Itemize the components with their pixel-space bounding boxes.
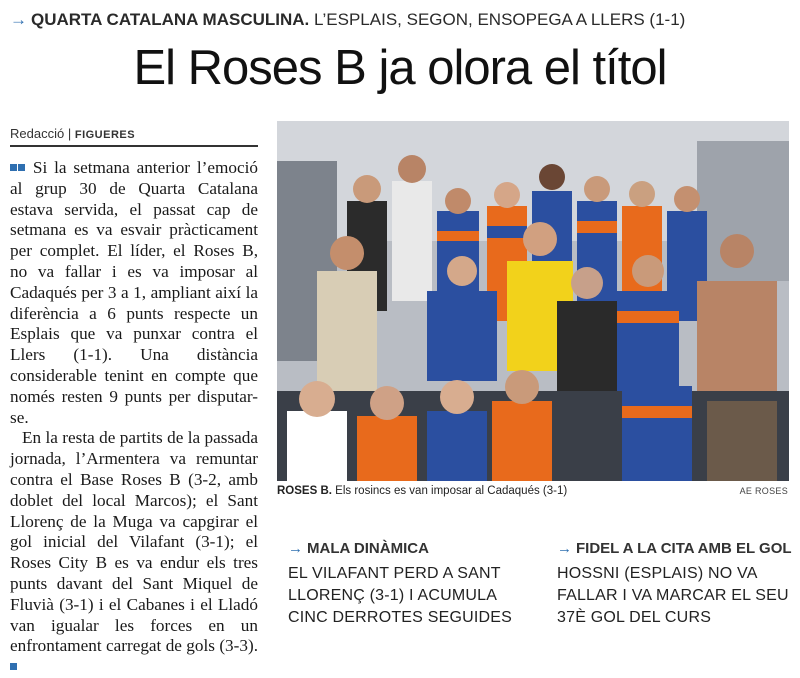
team-photo [277, 121, 789, 481]
start-square-icon [18, 164, 25, 171]
sidebar-label: → FIDEL A LA CITA AMB EL GOL [557, 540, 792, 557]
paragraph-text: En la resta de partits de la passada jornada, l’Armentera va remuntar contra el Base Roses B (3-2, amb doblet del local Marcos); el Sant Llorenç de la Muga va capgirar el gol inicial del Vilafant (3-1); el Roses City B es va endur els tres punts davant del Sant Miquel de Fluvià (3-1) i el Cabanes i el Lladó van igualar les forces en un enfrontament carregat de gols (3-3). [10, 428, 258, 656]
byline-place: FIGUERES [74, 129, 136, 141]
team-photo-illustration [277, 121, 789, 481]
byline-author: Redacció [10, 126, 65, 141]
sidebar-box-1 [288, 540, 513, 629]
kicker-text: L’ESPLAIS, SEGON, ENSOPEGA A LLERS (1-1) [314, 10, 686, 29]
sidebar-box-2 [557, 540, 792, 629]
byline-divider [10, 145, 258, 147]
article-body [10, 158, 258, 678]
photo-credit: AE ROSES [739, 486, 788, 496]
paragraph [10, 428, 258, 678]
headline: El Roses B ja olora el títol [133, 41, 667, 95]
paragraph-text: Si la setmana anterior l’emoció al grup 30 de Quarta Catalana estava servida, el passat cap de setmana es va esvair pràcticament per complet. El líder, el Roses B, no va fallar i es va imposar al Cadaqués per 3 a 1, ampliant així la diferència a 6 punts respecte un Esplais que va punxar contra el Llers (1-1). Una distància considerable tenint en compte que només resten 9 punts per disputar-se. [10, 158, 258, 427]
end-square-icon [10, 663, 17, 670]
photo-caption [277, 485, 567, 497]
paragraph [10, 158, 258, 428]
arrow-icon: → [557, 540, 572, 557]
sidebar-text: EL VILAFANT PERD A SANT LLORENÇ (3-1) I ACUMULA CINC DERROTES SEGUIDES [288, 565, 512, 626]
arrow-icon: → [288, 540, 303, 557]
sidebar-label: → MALA DINÀMICA [288, 540, 429, 557]
start-square-icon [10, 164, 17, 171]
kicker [10, 10, 685, 30]
byline-separator: | [67, 126, 72, 141]
sidebar-text: HOSSNI (ESPLAIS) NO VA FALLAR I VA MARCAR EL SEU 37È GOL DEL CURS [557, 565, 789, 626]
caption-text: Els rosincs es van imposar al Cadaqués (3-1) [335, 485, 568, 497]
caption-lead: ROSES B. [277, 485, 332, 497]
byline [10, 126, 135, 141]
arrow-icon: → [10, 10, 27, 29]
kicker-section: QUARTA CATALANA MASCULINA. [31, 10, 310, 29]
